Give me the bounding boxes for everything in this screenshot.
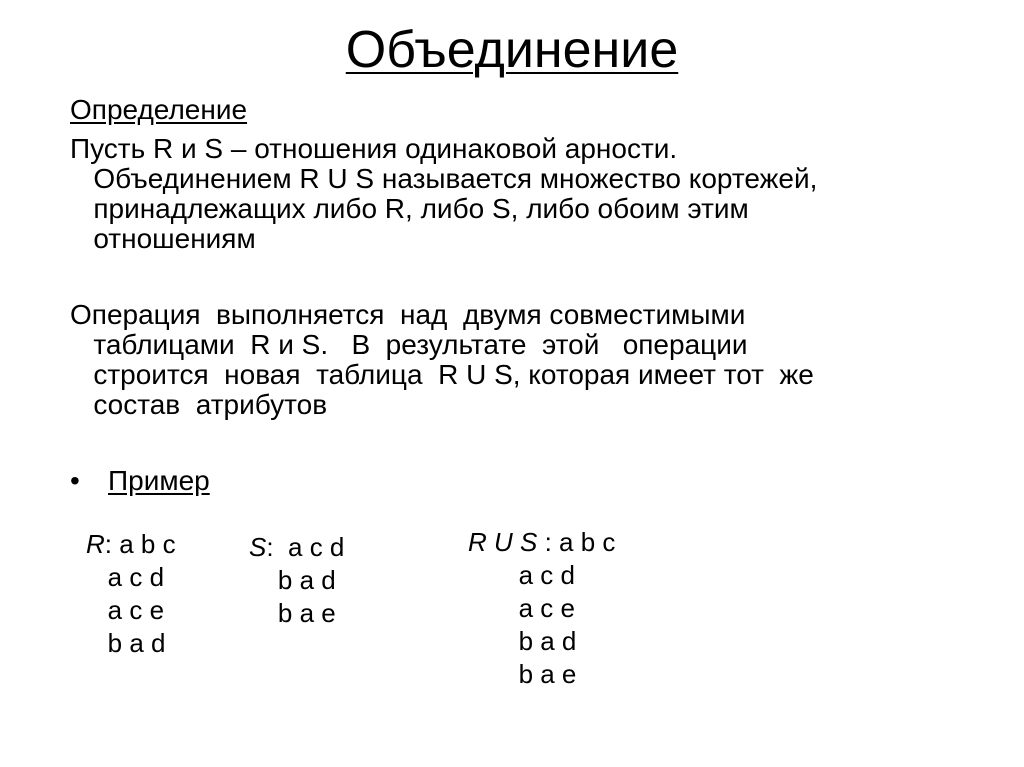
relation-r-union-s-name: R U S xyxy=(468,527,538,557)
operation-paragraph: Операция выполняется над двумя совместимыми таблицами R и S. В результате этой операции строится новая таблица R U S, которая имеет тот же состав атрибутов xyxy=(70,299,814,420)
relation-r-name: R xyxy=(86,529,105,559)
example-bullet-item xyxy=(70,466,210,496)
relation-r xyxy=(86,528,176,660)
bullet-icon: • xyxy=(70,465,80,496)
example-label: Пример xyxy=(108,465,210,496)
relation-s-name: S xyxy=(249,532,267,562)
slide-title: Объединение xyxy=(345,21,679,79)
definition-paragraph: Пусть R и S – отношения одинаковой арности. Объединением R U S называется множество кортежей, принадлежащих либо R, либо S, либо обоим этим отношениям xyxy=(70,133,818,254)
relation-r-union-s-rows: : a b c a c d a c e b a d b a e xyxy=(518,527,616,689)
relation-r-rows: : a b c a c d a c e b a d xyxy=(104,529,176,658)
relation-r-union-s xyxy=(468,526,615,691)
relation-s-rows: : a c d b a d b a e xyxy=(266,532,345,628)
definition-heading: Определение xyxy=(70,94,248,125)
relation-s xyxy=(249,531,344,630)
